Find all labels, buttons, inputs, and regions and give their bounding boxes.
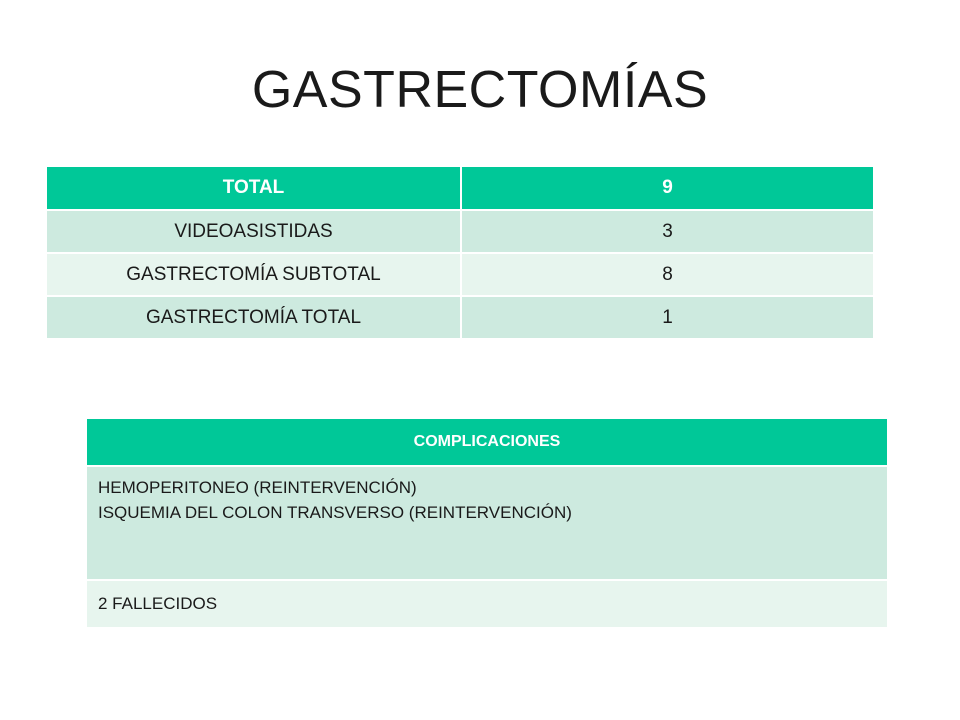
row-value-cell: 8: [461, 253, 873, 296]
complications-header-cell: COMPLICACIONES: [87, 419, 887, 466]
header-label-cell: TOTAL: [47, 167, 461, 210]
row-label-cell: GASTRECTOMÍA TOTAL: [47, 296, 461, 339]
complications-detail-cell: [87, 466, 887, 580]
header-value-cell: 9: [461, 167, 873, 210]
row-label-cell: VIDEOASISTIDAS: [47, 210, 461, 253]
complications-header-row: [87, 419, 887, 466]
row-label-cell: GASTRECTOMÍA SUBTOTAL: [47, 253, 461, 296]
summary-table: [47, 167, 873, 340]
complication-item: HEMOPERITONEO (REINTERVENCIÓN): [98, 478, 417, 497]
complications-table: [87, 419, 887, 629]
complication-item: ISQUEMIA DEL COLON TRANSVERSO (REINTERVENCIÓN): [98, 503, 572, 522]
table-row: [47, 253, 873, 296]
table-row: [47, 296, 873, 339]
complications-detail-row: [87, 466, 887, 580]
table-header-row: [47, 167, 873, 210]
row-value-cell: 1: [461, 296, 873, 339]
complications-deaths-row: [87, 580, 887, 628]
row-value-cell: 3: [461, 210, 873, 253]
deaths-cell: 2 FALLECIDOS: [87, 580, 887, 628]
page-title: GASTRECTOMÍAS: [251, 61, 709, 119]
table-row: [47, 210, 873, 253]
